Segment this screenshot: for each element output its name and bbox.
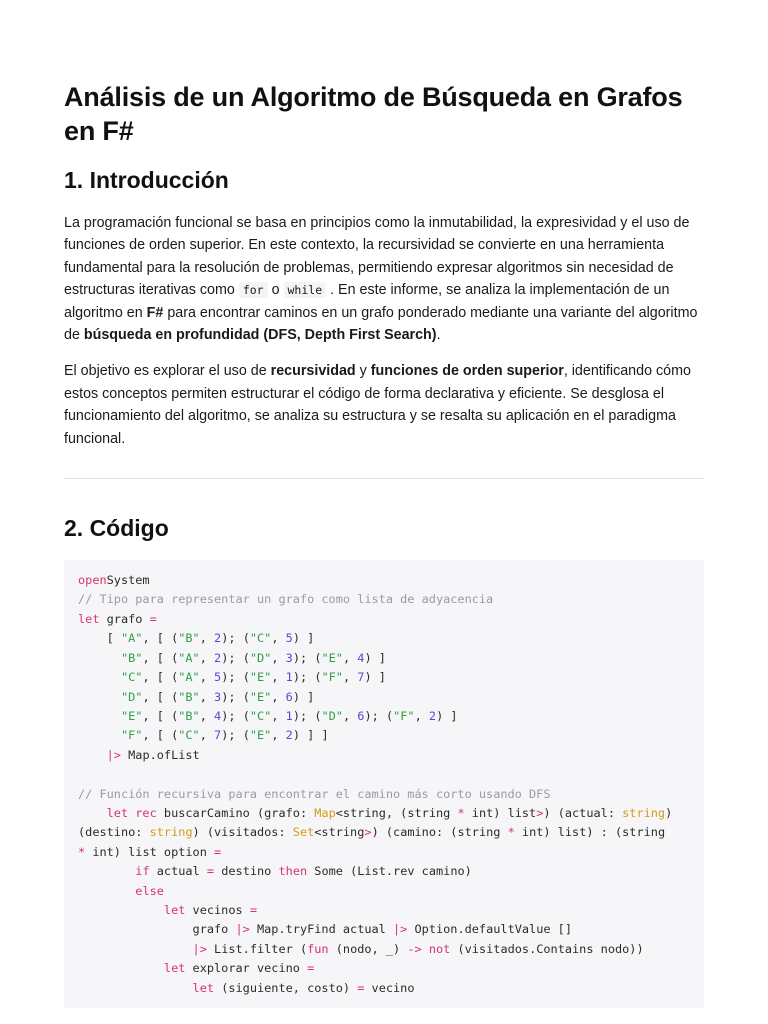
code-line: openSystem [78, 573, 150, 588]
code-line: let vecinos = [163, 902, 257, 917]
code-content [78, 573, 672, 995]
bold-fsharp: F# [146, 304, 164, 321]
code-line: let (siguiente, costo) = vecino [192, 980, 415, 995]
code-line: // Función recursiva para encontrar el camino más corto usando DFS [78, 786, 551, 801]
code-line: if actual = destino then Some (List.rev camino) [135, 864, 472, 879]
code-block [64, 560, 704, 1008]
code-line: let rec buscarCamino (grafo: Map<string, (string * int) list>) (actual: string) [106, 805, 673, 820]
code-line: |> Map.ofList [106, 747, 200, 762]
inline-code-for: for [239, 282, 268, 298]
section-divider [64, 478, 704, 479]
bold-funciones-orden-superior: funciones de orden superior [370, 363, 564, 380]
bold-recursividad: recursividad [270, 363, 356, 380]
code-line: let grafo = [78, 611, 157, 626]
intro-paragraph-2: El objetivo es explorar el uso de recursividad y funciones de orden superior, identificando cómo estos conceptos permiten estructurar el código de forma declarativa y eficiente. Se desglosa el funcionamiento del algoritmo, se analiza su estructura y se resalta su aplicación en el paradigma funcional. [64, 363, 691, 447]
document-title: Análisis de un Algoritmo de Búsqueda en Grafos en F# [64, 82, 683, 146]
section-heading-codigo: 2. Código [64, 515, 169, 542]
code-line: grafo |> Map.tryFind actual |> Option.defaultValue [] [78, 922, 572, 937]
bold-dfs: búsqueda en profundidad (DFS, Depth First Search) [83, 327, 437, 344]
code-line: [ "A", [ ("B", 2); ("C", 5) ] [78, 631, 315, 646]
code-line: "D", [ ("B", 3); ("E", 6) ] [120, 689, 315, 704]
code-line: "E", [ ("B", 4); ("C", 1); ("D", 6); ("F", 2) ] [120, 708, 458, 723]
code-line: // Tipo para representar un grafo como lista de adyacencia [78, 592, 494, 607]
code-line: "B", [ ("A", 2); ("D", 3); ("E", 4) ] [120, 650, 386, 665]
code-line: else [135, 883, 164, 898]
code-line: "F", [ ("C", 7); ("E", 2) ] ] [120, 728, 329, 743]
code-line: "C", [ ("A", 5); ("E", 1); ("F", 7) ] [120, 670, 386, 685]
code-line: |> List.filter (fun (nodo, _) -> not (visitados.Contains nodo)) [192, 941, 644, 956]
code-line: (destino: string) (visitados: Set<string>) (camino: (string * int) list) : (string [78, 825, 666, 840]
code-line: let explorar vecino = [163, 961, 315, 976]
code-line: * int) list option = [78, 844, 222, 859]
section-heading-introduccion: 1. Introducción [64, 167, 229, 193]
intro-paragraph-1: La programación funcional se basa en principios como la inmutabilidad, la expresividad y el uso de funciones de orden superior. En este contexto, la recursividad se convierte en una herramienta fundamental para la resolución de problemas, permitiendo expresar algoritmos sin necesidad de estructuras iterativas como for o while . En este informe, se analiza la implementación de un algoritmo en F# para encontrar caminos en un grafo ponderado mediante una variante del algoritmo de búsqueda en profundidad (DFS, Depth First Search). [64, 215, 698, 344]
inline-code-while: while [284, 282, 327, 298]
